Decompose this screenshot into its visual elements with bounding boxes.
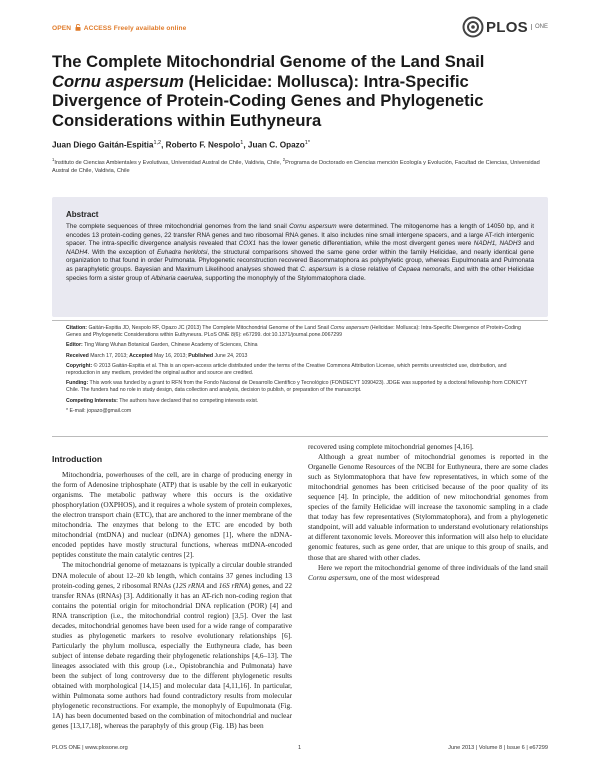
title-line-1: The Complete Mitochondrial Genome of the Land Snail (52, 52, 485, 71)
introduction-heading: Introduction (52, 454, 103, 464)
dates: Received March 17, 2013; Accepted May 16, 2013; Published June 24, 2013 (66, 352, 248, 359)
open-access-lock-icon (75, 24, 81, 31)
author-affiliation-mark: 1 (240, 140, 244, 146)
access-word: ACCESS (83, 25, 112, 32)
affiliations (52, 156, 550, 175)
author-name: Roberto F. Nespolo (165, 140, 241, 150)
plos-one-logo (462, 16, 548, 38)
article-title (52, 52, 540, 130)
abstract-text: The complete sequences of three mitochondrial genomes from the land snail Cornu aspersum were determined. The mitogenome has a length of 14050 bp, and it encodes 13 protein-coding genes, 22 transfer RNA genes and two ribosomal RNA genes. It also includes nine small intergene spacers, and a large AT-rich intergenic spacer. The intra-specific divergence analysis revealed that COX1 has the lower genetic differentiation, while the most divergent genes were NADH1, NADH3 and NADH4. With the exception of Euhadra herklotsi, the structural comparisons showed the same gene order within the family Helicidae, and nearly identical gene organization to that found in order Pulmonata. Phylogenetic reconstruction recovered Basommatophora as polyphyletic group, whereas Eupulmonata and Pulmonata as paraphyletic groups. Bayesian and Maximum Likelihood analyses showed that C. aspersum is a close relative of Cepaea nemoralis, and with the other Helicidae species form a sister group of Albinaria caerulea, supporting the monophyly of the Stylommatophora clade. (66, 223, 535, 282)
body-paragraph: Here we report the mitochondrial genome of three individuals of the land snail Cornu aspersum, one of the most widespread (308, 563, 548, 582)
body-paragraph: Although a great number of mitochondrial genomes is reported in the Organelle Genome Resources of the NCBI for Euthyneura, there are some clades such as Stylommatophora that have few representatives, in which some of the mitochondrial genomes has been criticised because of the poor quality of its sequence [4]. In principle, the addition of new mitochondrial genomes from species of the family Helicidae will increase the taxonomic sampling in a clade that today has few representatives (Stylommatophora), and from a phylogenetic standpoint, will add valuable information to understand evolutionary relationships at different taxonomic levels. Moreover this information will also help to elucidate genomic features, such as gene order, that are unique to this group of snails, and those that are shared with other clades. (308, 453, 548, 562)
body-paragraph: Mitochondria, powerhouses of the cell, are in charge of producing energy in the form of Adenosine triphosphate (ATP) that is usable by the cell in eukaryotic organisms. The metabolic pathway where this occurs is the oxidative phosphorylation (OXPHOS), and it requires a whole system of protein complexes, the electron transport chain (ETC), that are anchored to the inner membrane of the mitochondria. The enzymes that belong to the ETC are encoded by both mitochondrial (mtDNA) and nuclear (nDNA) genomes [1], where the nDNA-encoded peptides have mostly structural functions, whereas mtDNA-encoded peptides constitute the main catalytic centres [2]. (52, 471, 292, 560)
freely-available-text: Freely available online (113, 25, 187, 32)
divider (52, 436, 548, 437)
body-column-left (52, 454, 292, 731)
title-line-3: Divergence of Protein-Coding Genes and Phylogenetic (52, 91, 484, 110)
citation: Citation: Gaitán-Espitia JD, Nespolo RF, Opazo JC (2013) The Complete Mitochondrial Genome of the Land Snail Cornu aspersum (Helicidae: Mollusca): Intra-Specific Divergence of Protein-Coding Genes and Phylogenetic Considerations within Euthyneura. PLoS ONE 8(6): e67299. doi:10.1371/journal.pone.0067299 (66, 325, 521, 339)
author-affiliation-mark: 1* (304, 140, 310, 146)
body-column-right (308, 442, 548, 583)
open-access-word: OPEN (52, 25, 72, 32)
competing-interests: Competing Interests: The authors have declared that no competing interests exist. (66, 397, 259, 404)
author-affiliation-mark: 1,2 (153, 140, 162, 146)
footer-journal: PLOS ONE | www.plosone.org (52, 745, 128, 751)
abstract-heading: Abstract (66, 210, 99, 219)
affiliation-number: 2 (282, 157, 286, 162)
title-species: Cornu aspersum (52, 71, 184, 91)
copyright: Copyright: © 2013 Gaitán-Espitia et al. This is an open-access article distributed under the terms of the Creative Commons Attribution License, which permits unrestricted use, distribution, and reproduction in any medium, provided the original author and source are credited. (66, 362, 507, 377)
funding: Funding: This work was funded by a grant to RFN from the Fondo Nacional de Desarrollo Científico y Tecnológico (FONDECYT 1090423). JDGE was supported by a doctoral fellowship from CONICYT Chile. The funders had no role in study design, data collection and analysis, decision to publish, or preparation of the manuscript. (66, 380, 528, 394)
footer-page-number: 1 (298, 745, 302, 751)
one-logo-text: ONE (531, 24, 548, 30)
author-name: Juan Diego Gaitán-Espitia (52, 140, 154, 150)
abstract-box (52, 197, 548, 317)
title-line-2: (Helicidae: Mollusca): Intra-Specific (183, 71, 469, 91)
author-name: Juan C. Opazo (247, 140, 305, 150)
body-paragraph-continued: recovered using complete mitochondrial genomes [4,16]. (308, 443, 474, 451)
article-metadata (66, 325, 534, 418)
body-paragraph: The mitochondrial genome of metazoans is typically a circular double stranded DNA molecule of about 12–20 kb length, which contains 37 genes including 13 protein-coding genes, 2 ribosomal RNAs (12S rRNA and 16S rRNA) genes, and 22 transfer RNAs (tRNAs) [3]. Additionally it has an AT-rich non-coding region that contains the potential origin for mitochondrial DNA replication (POR) [4] and RNA transcription (i.e., the mitochondrial control region) [3,5]. Over the last decades, mitochondrial genomes have been used for a wide range of comparative studies as phylogenetic markers to resolve evolutionary relationships [6]. Particularly the phylum mollusca, especially the Euthyneura clade, has been subject of intense debate regarding their phylogenetic relationships [4,6–13]. The lineages associated with this group (i.e., Opistobranchia and Pulmonata) have been the subject of long controversy due to the different phylogenetic results obtained with morphological [14,15] and molecular data [4,11,16]. In particular, within Pulmonata some authors had found contradictory results from molecular phylogenetic reconstructions. For example, the monophyly of Eupulmonata (Fig. 1A) has been documented based on the combination of mitochondrial and nuclear genes [13,17,18], whereas the paraphyly of this group (Fig. 1B) has been (52, 561, 292, 731)
plos-logo-text: PLOS (485, 18, 528, 36)
author-list: Juan Diego Gaitán-Espitia$^{1,2}$, Roberto F. Nespolo$^1$, Juan C. Opazo$^{1*}$ (52, 140, 310, 150)
journal-header (52, 14, 548, 44)
plos-logo-icon (462, 16, 484, 38)
divider (52, 320, 548, 321)
title-line-4: Considerations within Euthyneura (52, 110, 322, 130)
editor: Editor: Ting Wang Wuhan Botanical Garden, Chinese Academy of Sciences, China (66, 342, 258, 349)
footer-issue: June 2013 | Volume 8 | Issue 6 | e67299 (448, 745, 548, 751)
open-access-label (52, 24, 186, 32)
email: * E-mail: jopazo@gmail.com (66, 407, 132, 414)
affiliation-text: Instituto de Ciencias Ambientales y Evolutivas, Universidad Austral de Chile, Valdivia, Chile, (54, 159, 282, 166)
affiliation-text: Programa de Doctorado en Ciencias mención Ecología y Evolución, Facultad de Ciencias, Universidad Austral de Chile, Valdivia, Chile (52, 159, 540, 175)
affiliation-number: 1 (52, 157, 55, 162)
